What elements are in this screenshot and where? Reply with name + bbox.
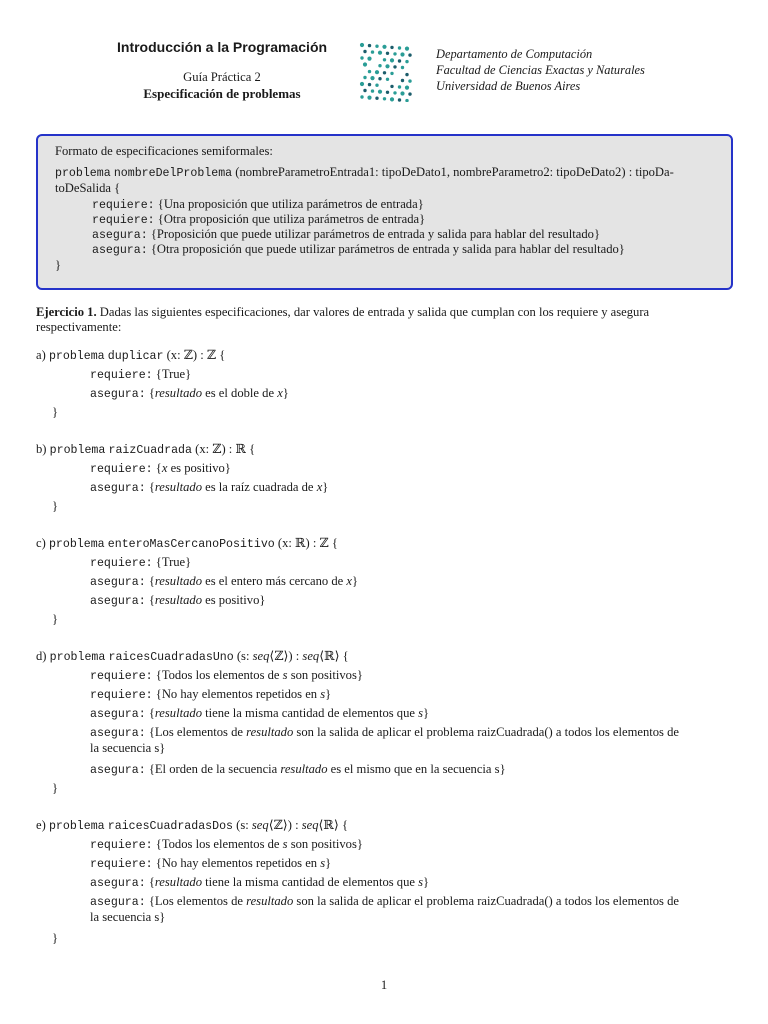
format-asegura-2: [92, 241, 625, 259]
logo-dot: [360, 43, 364, 47]
asegura-text: es la raíz cuadrada de: [202, 480, 317, 494]
item-c-requiere-1: [90, 554, 191, 572]
result-var: resultado: [246, 725, 294, 739]
exercise-text-1: Dadas las siguientes especificaciones, dar valores de entrada y salida que cumplan con los requiere y asegura: [96, 305, 650, 319]
requiere-text: {No hay elementos repetidos en: [152, 856, 321, 870]
asegura-text: {El orden de la secuencia: [145, 762, 281, 776]
guide-topic: Especificación de problemas: [143, 86, 301, 101]
logo-dot: [386, 52, 389, 55]
keyword-requiere: requiere:: [92, 214, 155, 227]
item-b-asegura-1: asegura: {resultado es la raíz cuadrada de x}: [90, 480, 329, 495]
asegura-text: es positivo}: [202, 593, 266, 607]
format-heading: Formato de especificaciones semiformales:: [55, 144, 273, 158]
result-var: resultado: [154, 386, 202, 400]
logo-dot: [400, 91, 404, 95]
format-requiere-2-text: {Otra proposición que utiliza parámetros de entrada}: [154, 212, 426, 226]
requiere-text: {Todos los elementos de: [152, 668, 283, 682]
problem-signature: (x: ℝ) : ℤ {: [274, 536, 338, 550]
item-a-asegura-1: asegura: {resultado es el doble de x}: [90, 386, 289, 401]
brace: }: [325, 856, 332, 870]
var-x: x: [316, 480, 323, 494]
format-signature-line-2: [55, 180, 120, 196]
item-e-asegura-2: [90, 893, 679, 911]
logo-dot: [360, 82, 364, 86]
problem-signature: (s:: [233, 649, 253, 663]
logo-dot: [368, 70, 371, 73]
keyword-asegura: asegura:: [90, 595, 146, 608]
problem-name: enteroMasCercanoPositivo: [107, 538, 275, 551]
logo-dot: [367, 96, 371, 100]
item-e-requiere-2: [90, 855, 331, 873]
item-c-signature: [36, 535, 338, 553]
logo-dot: [408, 92, 411, 95]
keyword-asegura: asegura:: [90, 896, 146, 909]
logo-dot: [390, 85, 393, 88]
format-asegura-1-text: {Proposición que puede utilizar parámetros de entrada y salida para hablar del resultado}: [147, 227, 601, 241]
logo-dot: [375, 84, 378, 87]
exercise-statement-line-2: respectivamente:: [36, 320, 122, 334]
item-c-asegura-1: asegura: {resultado es el entero más cercano de x}: [90, 574, 359, 589]
var-s: s: [282, 837, 288, 851]
logo-dot: [393, 65, 396, 68]
item-b-close: }: [52, 499, 59, 513]
result-var: resultado: [154, 706, 202, 720]
item-c-close: }: [52, 612, 59, 626]
logo-dot: [378, 77, 381, 80]
var-s: s: [320, 687, 326, 701]
asegura-text: es el mismo que en la secuencia s}: [327, 762, 506, 776]
item-a-close: }: [52, 405, 59, 419]
logo-dot: [386, 91, 389, 94]
logo-dot: [390, 58, 394, 62]
format-problem-name: nombreDelProblema: [113, 167, 233, 180]
result-var: resultado: [154, 593, 202, 607]
requiere-text: es positivo}: [167, 461, 231, 475]
logo-dot: [400, 52, 404, 56]
logo-dot: [405, 60, 408, 63]
item-d-asegura-1: asegura: {resultado tiene la misma cantidad de elementos que s}: [90, 706, 430, 721]
brace: {: [152, 461, 162, 475]
item-e-asegura-1: asegura: {resultado tiene la misma cantidad de elementos que s}: [90, 875, 430, 890]
problem-name: raizCuadrada: [108, 444, 192, 457]
logo-dot: [390, 97, 394, 101]
logo-dot: [371, 89, 374, 92]
keyword-asegura: asegura:: [90, 482, 146, 495]
problem-signature: (x: ℤ) : ℤ {: [163, 348, 226, 362]
item-marker: d): [36, 649, 47, 663]
seq-type: seq: [252, 649, 270, 663]
logo-dot: [367, 57, 371, 61]
item-a-signature: [36, 347, 225, 365]
logo-dot: [398, 46, 401, 49]
logo-dot: [371, 50, 374, 53]
logo-dot: [390, 72, 393, 75]
requiere-text: {Todos los elementos de: [152, 837, 283, 851]
result-var: resultado: [154, 480, 202, 494]
keyword-problema: problema: [55, 167, 111, 180]
requiere-text: {True}: [152, 367, 192, 381]
logo-dot: [398, 85, 401, 88]
keyword-problema: problema: [48, 820, 105, 833]
problem-signature: ⟨ℤ⟩) :: [268, 818, 302, 832]
guide-label: Guía Práctica 2: [183, 70, 261, 84]
logo-dot: [375, 70, 379, 74]
format-params: (nombreParametroEntrada1: tipoDeDato1, nombreParametro2: tipoDeDato2) : tipoDa-: [232, 165, 674, 179]
logo-dot: [393, 52, 396, 55]
seq-type: seq: [251, 818, 269, 832]
requiere-text: {True}: [152, 555, 192, 569]
keyword-problema: problema: [48, 350, 105, 363]
logo-dot: [405, 99, 408, 102]
logo-dot: [383, 58, 386, 61]
requiere-text: son positivos}: [287, 668, 363, 682]
logo-dot: [378, 51, 382, 55]
item-marker: b): [36, 442, 47, 456]
item-e-requiere-1: [90, 836, 363, 854]
logo-dot: [378, 64, 381, 67]
logo-dot: [408, 79, 411, 82]
keyword-requiere: requiere:: [90, 858, 153, 871]
logo-dot: [360, 56, 363, 59]
brace: }: [325, 687, 332, 701]
logo-dot: [375, 97, 378, 100]
requiere-text: son positivos}: [287, 837, 363, 851]
item-d-requiere-1: [90, 667, 363, 685]
requiere-text: {No hay elementos repetidos en: [152, 687, 321, 701]
format-signature-line-1: [55, 164, 674, 182]
item-d-signature: [36, 648, 349, 666]
brace: }: [322, 480, 329, 494]
logo-dot: [368, 44, 371, 47]
logo-dot: [370, 76, 374, 80]
problem-name: raicesCuadradasDos: [107, 820, 234, 833]
result-var: resultado: [280, 762, 328, 776]
keyword-asegura: asegura:: [92, 229, 148, 242]
logo-dot: [408, 53, 411, 56]
brace: }: [423, 706, 430, 720]
var-x: x: [277, 386, 283, 400]
brace: }: [423, 875, 430, 889]
exercise-statement-line-1: [36, 304, 649, 320]
asegura-text: es el doble de: [202, 386, 278, 400]
logo-dot: [378, 90, 382, 94]
logo-dot: [390, 46, 393, 49]
item-marker: c): [36, 536, 46, 550]
asegura-text: es el entero más cercano de: [202, 574, 347, 588]
problem-name: raicesCuadradasUno: [108, 651, 234, 664]
problem-signature: ⟨ℝ⟩ {: [319, 649, 349, 663]
problem-signature: ⟨ℝ⟩ {: [318, 818, 349, 832]
asegura-text: {Los elementos de: [145, 725, 247, 739]
keyword-requiere: requiere:: [90, 369, 153, 382]
keyword-asegura: asegura:: [90, 708, 146, 721]
item-marker: a): [36, 348, 46, 362]
keyword-asegura: asegura:: [90, 576, 146, 589]
item-e-close: }: [52, 931, 59, 945]
item-marker: e): [36, 818, 46, 832]
format-box: [36, 134, 733, 290]
logo-dot: [363, 62, 367, 66]
item-e-signature: [36, 817, 348, 835]
logo-dot: [398, 59, 401, 62]
var-x: x: [161, 461, 168, 475]
department-logo: [357, 40, 413, 102]
logo-dot: [382, 45, 386, 49]
item-b-signature: [36, 441, 255, 459]
keyword-requiere: requiere:: [90, 463, 153, 476]
seq-type: seq: [302, 649, 320, 663]
logo-dot: [401, 79, 404, 82]
keyword-requiere: requiere:: [92, 199, 155, 212]
logo-dot: [405, 73, 408, 76]
format-asegura-2-text: {Otra proposición que puede utilizar parámetros de entrada y salida para hablar del resultado}: [147, 242, 625, 256]
var-s: s: [418, 706, 424, 720]
keyword-requiere: requiere:: [90, 670, 153, 683]
logo-dot: [385, 64, 389, 68]
asegura-text: tiene la misma cantidad de elementos que: [202, 706, 419, 720]
logo-dot: [360, 95, 363, 98]
asegura-text: {Los elementos de: [145, 894, 247, 908]
asegura-text: tiene la misma cantidad de elementos que: [202, 875, 419, 889]
brace: }: [352, 574, 359, 588]
course-title: Introducción a la Programación: [117, 39, 328, 55]
keyword-requiere: requiere:: [90, 557, 153, 570]
keyword-asegura: asegura:: [92, 244, 148, 257]
keyword-problema: problema: [48, 538, 105, 551]
asegura-text: son la salida de aplicar el problema raizCuadrada() a todos los elementos de: [293, 894, 679, 908]
seq-type: seq: [301, 818, 319, 832]
var-x: x: [346, 574, 352, 588]
logo-dot: [363, 89, 366, 92]
keyword-problema: problema: [49, 651, 106, 664]
keyword-asegura: asegura:: [90, 764, 146, 777]
item-d-requiere-2: [90, 686, 331, 704]
problem-signature: (x: ℤ) : ℝ {: [191, 442, 256, 456]
item-d-asegura-2-cont: la secuencia s}: [90, 741, 166, 755]
keyword-asegura: asegura:: [90, 727, 146, 740]
brace: }: [282, 386, 289, 400]
format-requiere-1-text: {Una proposición que utiliza parámetros de entrada}: [154, 197, 424, 211]
format-params-cont: toDeSalida {: [55, 181, 121, 195]
result-var: resultado: [154, 574, 202, 588]
logo-dot: [363, 50, 366, 53]
institution-line-2: Facultad de Ciencias Exactas y Naturales: [436, 63, 645, 77]
keyword-requiere: requiere:: [90, 839, 153, 852]
logo-dot: [401, 66, 404, 69]
asegura-text: son la salida de aplicar el problema raizCuadrada() a todos los elementos de: [293, 725, 679, 739]
keyword-problema: problema: [49, 444, 106, 457]
exercise-label: Ejercicio 1.: [36, 305, 97, 319]
page-number: 1: [380, 978, 388, 992]
format-close-brace: }: [55, 258, 62, 272]
var-s: s: [418, 875, 424, 889]
result-var: resultado: [246, 894, 294, 908]
item-d-asegura-3: [90, 761, 506, 779]
logo-dot: [383, 97, 386, 100]
result-var: resultado: [154, 875, 202, 889]
item-e-asegura-2-cont: la secuencia s}: [90, 910, 166, 924]
logo-dot: [386, 78, 389, 81]
institution-line-1: Departamento de Computación: [436, 47, 593, 61]
logo-dot: [405, 47, 409, 51]
logo-dot: [393, 91, 396, 94]
logo-dot: [368, 83, 371, 86]
item-c-asegura-2: asegura: {resultado es positivo}: [90, 593, 266, 608]
problem-signature: (s:: [233, 818, 252, 832]
item-b-requiere-1: [90, 460, 231, 478]
keyword-requiere: requiere:: [90, 689, 153, 702]
logo-dot: [363, 76, 366, 79]
item-a-requiere-1: [90, 366, 191, 384]
logo-dot: [383, 71, 386, 74]
keyword-asegura: asegura:: [90, 877, 146, 890]
item-d-close: }: [52, 781, 59, 795]
keyword-asegura: asegura:: [90, 388, 146, 401]
logo-dot: [398, 98, 401, 101]
logo-dot: [375, 45, 378, 48]
item-d-asegura-2: [90, 724, 679, 742]
logo-dot: [405, 86, 409, 90]
var-s: s: [320, 856, 326, 870]
institution-line-3: Universidad de Buenos Aires: [436, 79, 581, 93]
var-s: s: [282, 668, 288, 682]
problem-name: duplicar: [107, 350, 164, 363]
problem-signature: ⟨ℤ⟩) :: [269, 649, 303, 663]
